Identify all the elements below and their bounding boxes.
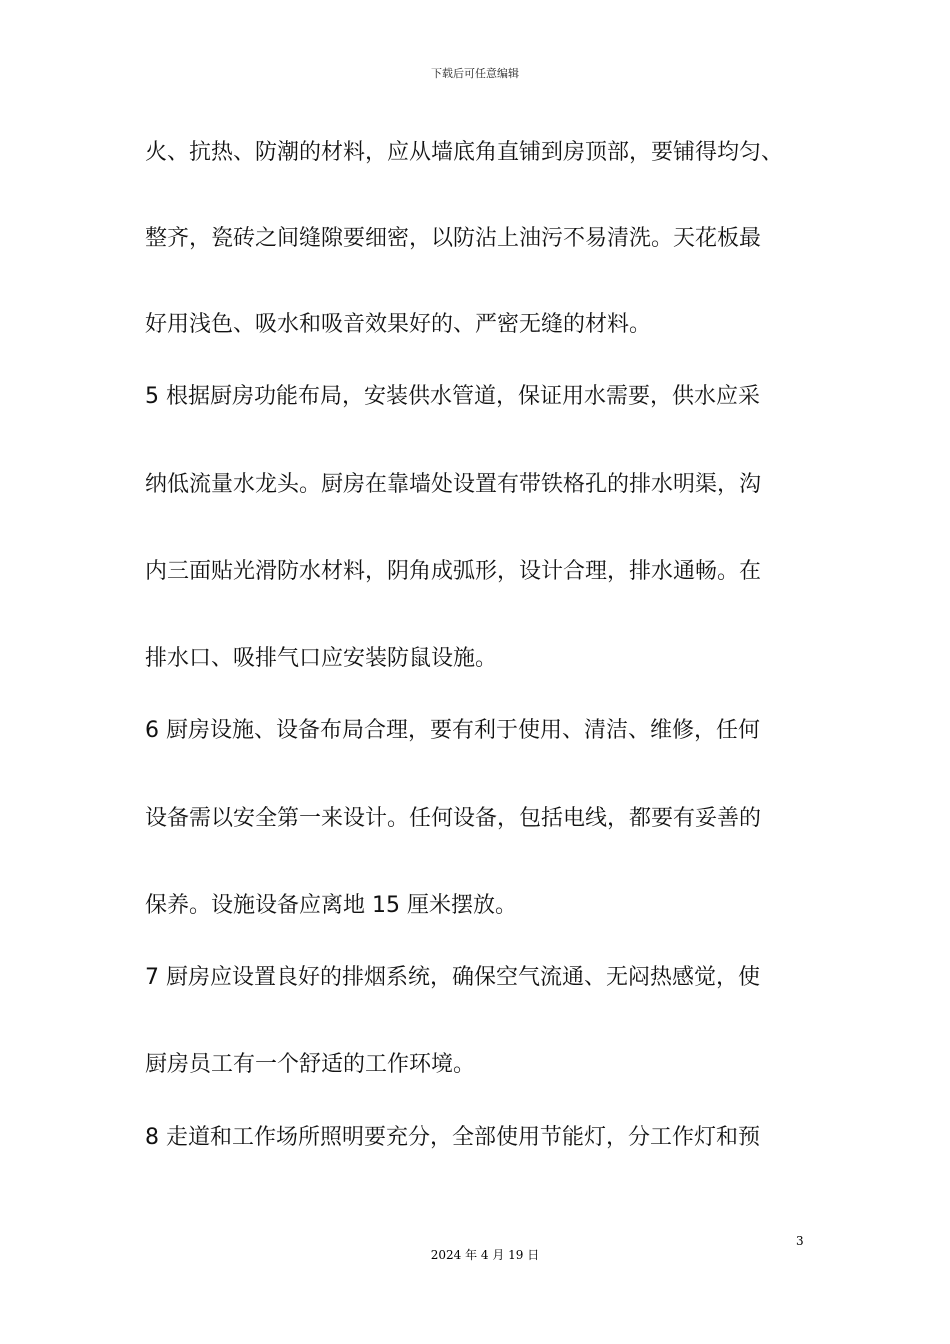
body-line: 保养。设施设备应离地 15 厘米摆放。: [145, 893, 517, 918]
body-line: 好用浅色、吸水和吸音效果好的、严密无缝的材料。: [145, 312, 652, 337]
body-line: 7 厨房应设置良好的排烟系统，确保空气流通、无闷热感觉，使: [145, 965, 760, 990]
body-line: 整齐，瓷砖之间缝隙要细密，以防沾上油污不易清洗。天花板最: [145, 226, 762, 251]
body-line: 设备需以安全第一来设计。任何设备，包括电线，都要有妥善的: [145, 806, 762, 831]
footer-date: 2024 年 4 月 19 日: [430, 1248, 540, 1262]
page-number: 3: [796, 1234, 804, 1248]
body-line: 6 厨房设施、设备布局合理，要有利于使用、清洁、维修，任何: [145, 718, 760, 743]
body-line: 8 走道和工作场所照明要充分，全部使用节能灯，分工作灯和预: [145, 1125, 760, 1150]
body-line: 内三面贴光滑防水材料，阴角成弧形，设计合理，排水通畅。在: [145, 559, 762, 584]
body-line: 厨房员工有一个舒适的工作环境。: [145, 1052, 476, 1077]
page-header: 下载后可任意编辑: [431, 67, 519, 80]
body-line: 纳低流量水龙头。厨房在靠墙处设置有带铁格孔的排水明渠，沟: [145, 472, 762, 497]
body-line: 5 根据厨房功能布局，安装供水管道，保证用水需要，供水应采: [145, 384, 760, 409]
body-line: 排水口、吸排气口应安装防鼠设施。: [145, 646, 498, 671]
body-line: 火、抗热、防潮的材料，应从墙底角直铺到房顶部，要铺得均匀、: [145, 140, 784, 165]
